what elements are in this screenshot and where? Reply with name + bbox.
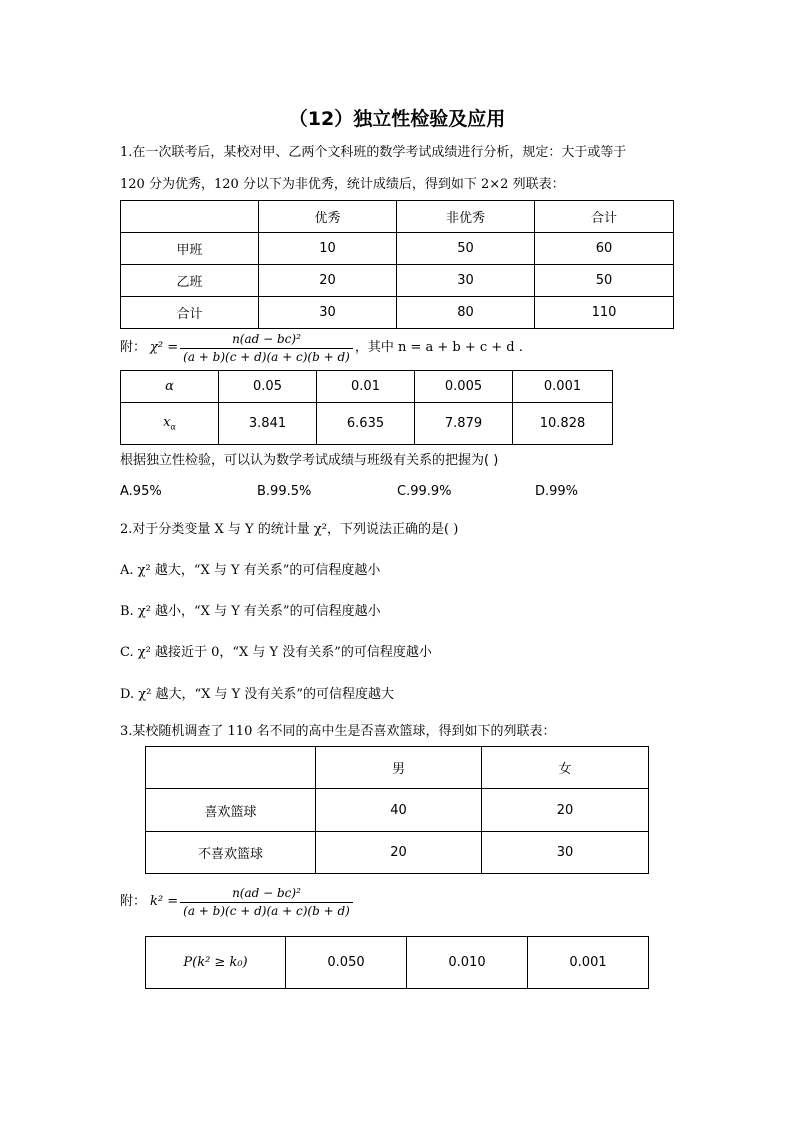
q2-option-a[interactable]: A. χ² 越大，“X 与 Y 有关系”的可信程度越小: [120, 563, 381, 578]
table-cell: 0.005: [415, 371, 513, 403]
table-row: [146, 789, 649, 832]
q1-question: 根据独立性检验，可以认为数学考试成绩与班级有关系的把握为( ): [120, 453, 499, 468]
formula-numerator: n(ad − bc)²: [180, 332, 353, 349]
table-cell: [146, 747, 316, 789]
table-cell: 甲班: [121, 233, 259, 265]
table-cell: [121, 403, 219, 445]
table-cell: 50: [535, 265, 674, 297]
x-alpha-subscript: α: [170, 422, 176, 432]
table-cell: 喜欢篮球: [146, 789, 316, 832]
table-header-row: [121, 201, 674, 233]
formula-numerator: n(ad − bc)²: [180, 886, 353, 903]
table-row: [121, 265, 674, 297]
table-cell: 0.05: [219, 371, 317, 403]
q1-contingency-table: [120, 200, 674, 329]
q1-formula: [120, 330, 523, 366]
table-cell: 女: [482, 747, 649, 789]
formula-lhs: k² =: [150, 894, 179, 909]
table-cell: 0.001: [528, 937, 649, 989]
table-cell: 30: [482, 832, 649, 874]
table-cell: 非优秀: [397, 201, 535, 233]
formula-fraction: [180, 886, 353, 919]
q3-stem: 3.某校随机调查了 110 名不同的高中生是否喜欢篮球，得到如下的列联表：: [120, 724, 556, 739]
table-cell: 50: [397, 233, 535, 265]
table-cell: 110: [535, 297, 674, 329]
appendix-label: 附：: [120, 340, 147, 355]
q1-stem-line2: 120 分为优秀，120 分以下为非优秀，统计成绩后，得到如下 2×2 列联表：: [120, 177, 565, 192]
table-row: [121, 403, 613, 445]
table-row: [146, 832, 649, 874]
q1-option-a[interactable]: A.95%: [120, 484, 162, 499]
table-cell: 3.841: [219, 403, 317, 445]
table-cell: [121, 201, 259, 233]
table-cell: 合计: [535, 201, 674, 233]
formula-denominator: (a + b)(c + d)(a + c)(b + d): [183, 349, 350, 364]
table-cell: 20: [482, 789, 649, 832]
table-cell: 0.050: [286, 937, 407, 989]
q2-option-d[interactable]: D. χ² 越大，“X 与 Y 没有关系”的可信程度越大: [120, 687, 394, 702]
table-cell: 0.010: [407, 937, 528, 989]
formula-suffix: ，其中 n = a + b + c + d .: [354, 340, 523, 355]
q3-contingency-table: [145, 746, 649, 874]
table-cell: 0.01: [317, 371, 415, 403]
table-cell: 80: [397, 297, 535, 329]
q1-stem-line1: 1.在一次联考后，某校对甲、乙两个文科班的数学考试成绩进行分析，规定：大于或等于: [120, 145, 627, 160]
table-cell: 合计: [121, 297, 259, 329]
q1-critical-value-table: [120, 370, 613, 445]
table-cell: 20: [259, 265, 397, 297]
formula-denominator: (a + b)(c + d)(a + c)(b + d): [183, 903, 350, 918]
table-cell: 60: [535, 233, 674, 265]
table-cell: 不喜欢篮球: [146, 832, 316, 874]
table-cell: 男: [316, 747, 482, 789]
table-cell: 20: [316, 832, 482, 874]
table-cell: P(k² ≥ k₀): [146, 937, 286, 989]
table-cell: 10: [259, 233, 397, 265]
table-cell: 40: [316, 789, 482, 832]
table-cell: α: [121, 371, 219, 403]
q2-option-b[interactable]: B. χ² 越小，“X 与 Y 有关系”的可信程度越小: [120, 604, 381, 619]
q2-stem: 2.对于分类变量 X 与 Y 的统计量 χ²，下列说法正确的是( ): [120, 522, 459, 537]
table-cell: 乙班: [121, 265, 259, 297]
table-row: [121, 233, 674, 265]
table-cell: 0.001: [513, 371, 613, 403]
table-header-row: [146, 747, 649, 789]
table-cell: 30: [259, 297, 397, 329]
table-cell: 6.635: [317, 403, 415, 445]
table-row: [146, 937, 649, 989]
q1-option-d[interactable]: D.99%: [535, 484, 579, 499]
formula-fraction: [180, 332, 353, 365]
page-title: （12）独立性检验及应用: [288, 108, 506, 130]
table-cell: 7.879: [415, 403, 513, 445]
q2-option-c[interactable]: C. χ² 越接近于 0，“X 与 Y 没有关系”的可信程度越小: [120, 645, 432, 660]
q1-option-b[interactable]: B.99.5%: [257, 484, 312, 499]
appendix-label: 附：: [120, 894, 147, 909]
q1-option-c[interactable]: C.99.9%: [397, 484, 452, 499]
q3-formula: [120, 884, 355, 920]
q3-probability-table: [145, 936, 649, 989]
table-row: [121, 297, 674, 329]
table-cell: 优秀: [259, 201, 397, 233]
formula-lhs: χ² =: [150, 340, 179, 355]
x-alpha-label: x: [163, 415, 171, 431]
table-cell: 10.828: [513, 403, 613, 445]
table-row: [121, 371, 613, 403]
table-cell: 30: [397, 265, 535, 297]
